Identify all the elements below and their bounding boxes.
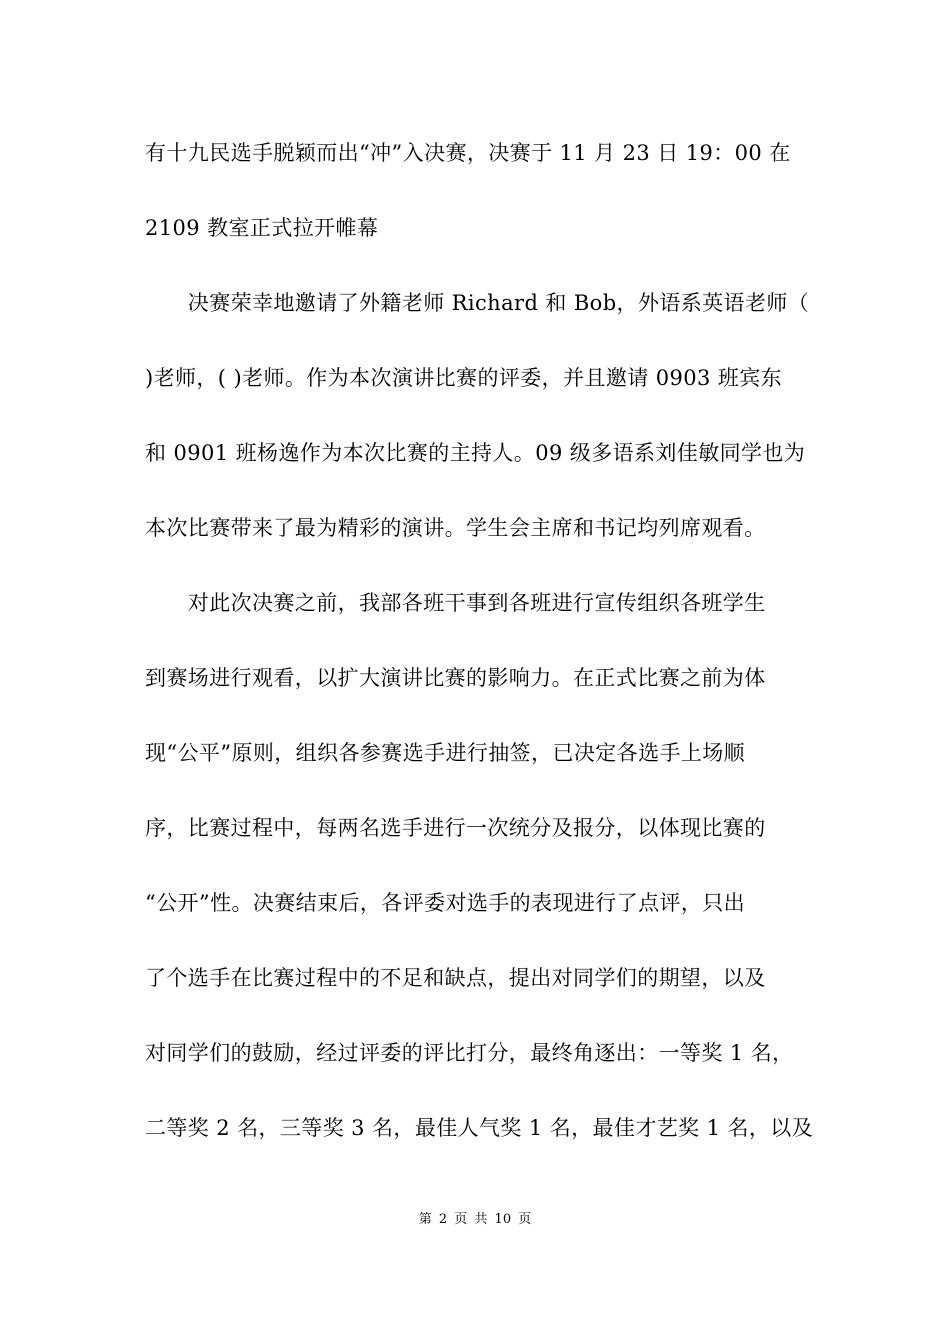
body-text-line: 序，比赛过程中，每两名选手进行一次统分及报分，以体现比赛的 <box>145 816 766 840</box>
body-text-line: 和 0901 班杨逸作为本次比赛的主持人。09 级多语系刘佳敏同学也为 <box>145 441 806 465</box>
body-text-line: 决赛荣幸地邀请了外籍老师 Richard 和 Bob，外语系英语老师（ <box>145 291 810 315</box>
body-text-line: 对同学们的鼓励，经过评委的评比打分，最终角逐出：一等奖 1 名， <box>145 1041 794 1065</box>
body-text-line: 2109 教室正式拉开帷幕 <box>145 216 379 240</box>
body-text-line: 对此次决赛之前，我部各班干事到各班进行宣传组织各班学生 <box>145 591 766 615</box>
body-text-line: 现“公平”原则，组织各参赛选手进行抽签，已决定各选手上场顺 <box>145 741 746 765</box>
body-text-line: 二等奖 2 名，三等奖 3 名，最佳人气奖 1 名，最佳才艺奖 1 名，以及 <box>145 1116 814 1140</box>
body-text-line: )老师，( )老师。作为本次演讲比赛的评委，并且邀请 0903 班宾东 <box>145 366 783 390</box>
body-text-line: “公开”性。决赛结束后，各评委对选手的表现进行了点评，只出 <box>145 891 746 915</box>
page-footer: 第 2 页 共 10 页 <box>418 1212 532 1227</box>
body-text-line: 了个选手在比赛过程中的不足和缺点，提出对同学们的期望，以及 <box>145 966 766 990</box>
body-text-line: 到赛场进行观看，以扩大演讲比赛的影响力。在正式比赛之前为体 <box>145 666 766 690</box>
body-text-line: 本次比赛带来了最为精彩的演讲。学生会主席和书记均列席观看。 <box>145 516 766 540</box>
body-text-line: 有十九民选手脱颖而出“冲”入决赛，决赛于 11 月 23 日 19：00 在 <box>145 141 791 165</box>
